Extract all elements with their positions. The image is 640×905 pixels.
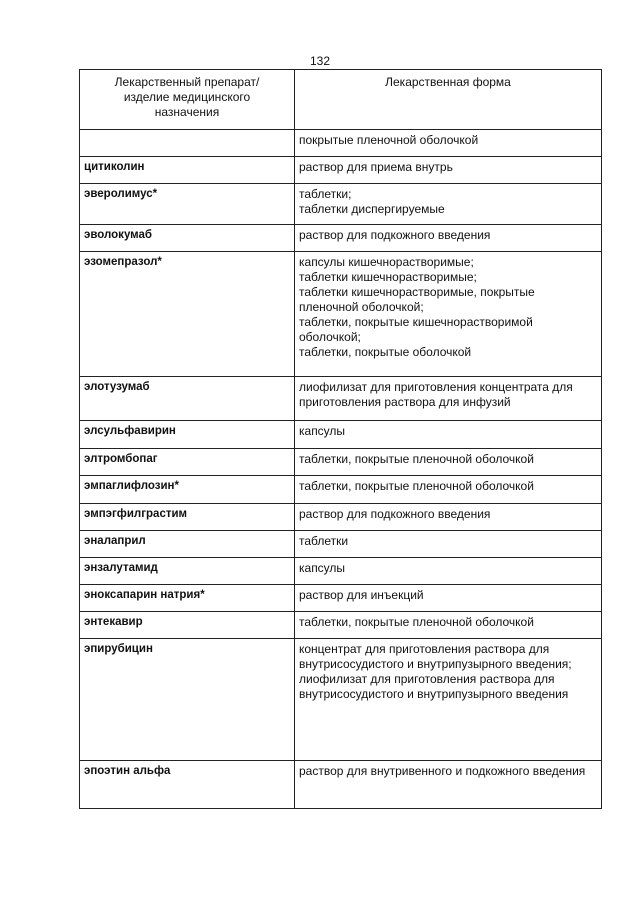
dosage-form-cell bbox=[295, 421, 602, 449]
page-number: 132 bbox=[309, 54, 331, 68]
dosage-form-cell bbox=[295, 157, 602, 184]
drug-name-cell: эверолимус* bbox=[80, 184, 295, 225]
dosage-form-cell bbox=[295, 130, 602, 157]
drug-name-cell: эналаприл bbox=[80, 531, 295, 558]
dosage-form-line: раствор для внутривенного и подкожного введения bbox=[299, 764, 586, 778]
drug-name-cell: эмпаглифлозин* bbox=[80, 476, 295, 504]
dosage-form-cell bbox=[295, 449, 602, 476]
drug-name-cell: энзалутамид bbox=[80, 558, 295, 585]
table-row bbox=[80, 252, 602, 377]
dosage-form-line: таблетки, покрытые оболочкой bbox=[299, 345, 472, 359]
table-header-row bbox=[80, 70, 602, 130]
table-row bbox=[80, 130, 602, 157]
dosage-form-cell bbox=[295, 585, 602, 612]
table-row bbox=[80, 225, 602, 252]
dosage-form-line: раствор для подкожного введения bbox=[299, 228, 491, 242]
table-row bbox=[80, 449, 602, 476]
drug-name-cell: эзомепразол* bbox=[80, 252, 295, 377]
dosage-form-line: лиофилизат для приготовления концентрата для приготовления раствора для инфузий bbox=[299, 380, 573, 409]
dosage-form-line: раствор для подкожного введения bbox=[299, 507, 491, 521]
table-row bbox=[80, 639, 602, 761]
dosage-form-line: раствор для инъекций bbox=[299, 588, 424, 602]
dosage-form-line: концентрат для приготовления раствора для внутрисосудистого и внутрипузырного введения; bbox=[299, 642, 572, 671]
drug-name-cell: цитиколин bbox=[80, 157, 295, 184]
drug-name-cell: элтромбопаг bbox=[80, 449, 295, 476]
dosage-form-line: таблетки, покрытые пленочной оболочкой bbox=[299, 479, 534, 493]
dosage-form-cell bbox=[295, 531, 602, 558]
dosage-form-cell bbox=[295, 377, 602, 421]
table-row bbox=[80, 504, 602, 531]
dosage-form-line: таблетки, покрытые пленочной оболочкой bbox=[299, 452, 534, 466]
table-row bbox=[80, 761, 602, 809]
dosage-form-line: капсулы bbox=[299, 561, 346, 575]
drug-name-cell: эноксапарин натрия* bbox=[80, 585, 295, 612]
header-drug: Лекарственный препарат/ изделие медицинского назначения bbox=[80, 70, 295, 130]
dosage-form-line: таблетки кишечнорастворимые, покрытые пленочной оболочкой; bbox=[299, 285, 535, 314]
drug-name-cell bbox=[80, 130, 295, 157]
dosage-form-line: раствор для приема внутрь bbox=[299, 160, 453, 174]
dosage-form-cell bbox=[295, 252, 602, 377]
drug-name-cell: эпирубицин bbox=[80, 639, 295, 761]
table-row bbox=[80, 421, 602, 449]
drug-name-cell: эпоэтин альфа bbox=[80, 761, 295, 809]
dosage-form-line: капсулы bbox=[299, 424, 346, 438]
drug-name-cell: элсульфавирин bbox=[80, 421, 295, 449]
dosage-form-cell bbox=[295, 184, 602, 225]
dosage-form-line: таблетки диспергируемые bbox=[299, 202, 445, 216]
dosage-form-cell bbox=[295, 558, 602, 585]
table-row bbox=[80, 476, 602, 504]
dosage-form-cell bbox=[295, 761, 602, 809]
table-body bbox=[80, 130, 602, 809]
dosage-form-line: капсулы кишечнорастворимые; bbox=[299, 255, 474, 269]
dosage-form-line: таблетки bbox=[299, 534, 349, 548]
drug-table bbox=[79, 69, 602, 809]
drug-name-cell: эволокумаб bbox=[80, 225, 295, 252]
dosage-form-line: лиофилизат для приготовления раствора для внутрисосудистого и внутрипузырного введения bbox=[299, 672, 569, 701]
drug-name-cell: элотузумаб bbox=[80, 377, 295, 421]
drug-name-cell: эмпэгфилграстим bbox=[80, 504, 295, 531]
dosage-form-cell bbox=[295, 476, 602, 504]
table-row bbox=[80, 585, 602, 612]
dosage-form-line: таблетки кишечнорастворимые; bbox=[299, 270, 477, 284]
dosage-form-cell bbox=[295, 504, 602, 531]
dosage-form-cell bbox=[295, 639, 602, 761]
header-dosage-form: Лекарственная форма bbox=[295, 70, 602, 130]
table-row bbox=[80, 558, 602, 585]
table-row bbox=[80, 531, 602, 558]
table-row bbox=[80, 184, 602, 225]
table-row bbox=[80, 612, 602, 639]
table-row bbox=[80, 157, 602, 184]
drug-name-cell: энтекавир bbox=[80, 612, 295, 639]
dosage-form-cell bbox=[295, 612, 602, 639]
dosage-form-line: таблетки, покрытые пленочной оболочкой bbox=[299, 615, 534, 629]
dosage-form-line: таблетки; bbox=[299, 187, 352, 201]
dosage-form-line: покрытые пленочной оболочкой bbox=[299, 133, 479, 147]
dosage-form-cell bbox=[295, 225, 602, 252]
dosage-form-line: таблетки, покрытые кишечнорастворимой оболочкой; bbox=[299, 315, 533, 344]
table-row bbox=[80, 377, 602, 421]
